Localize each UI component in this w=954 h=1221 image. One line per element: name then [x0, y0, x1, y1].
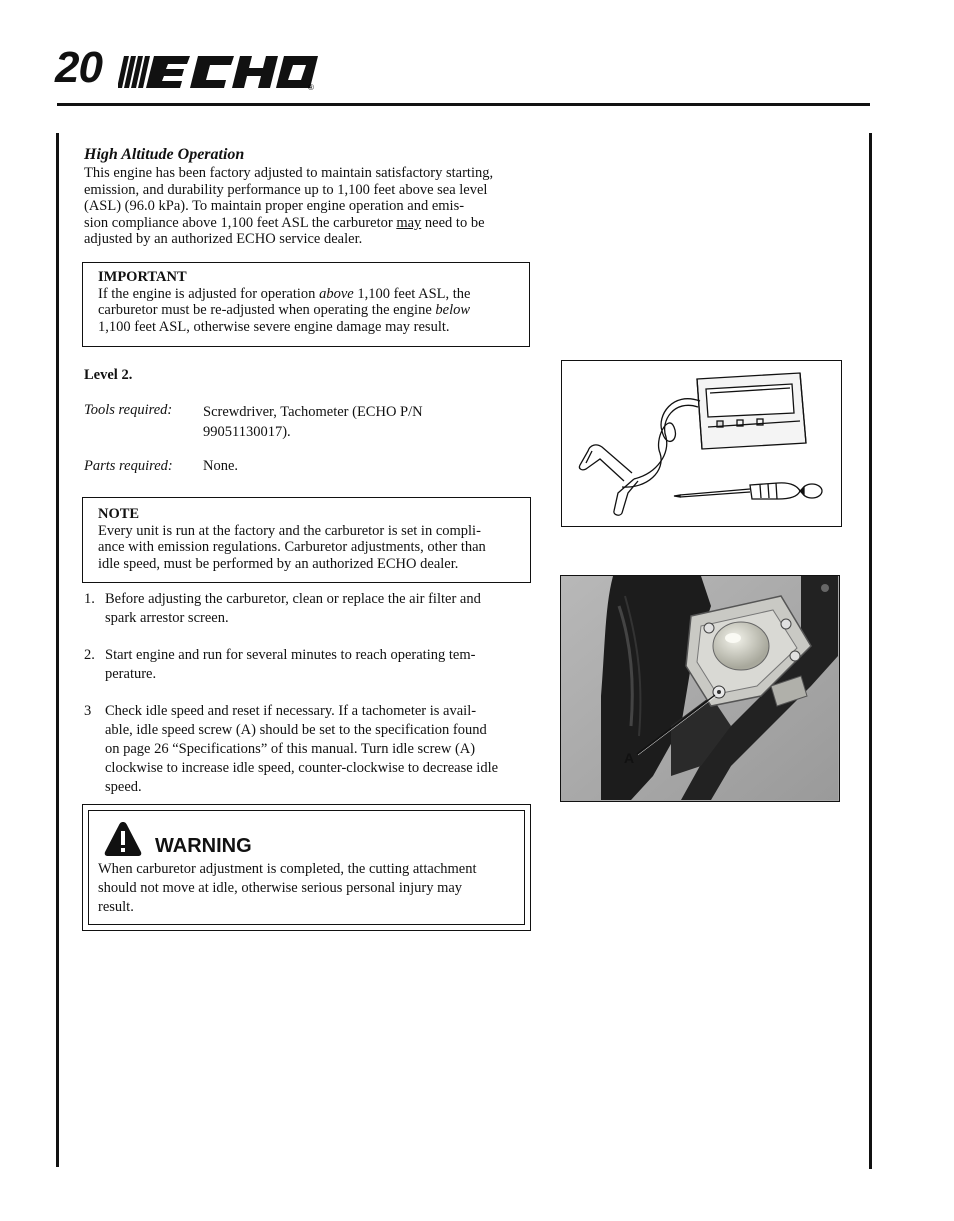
- important-line: carburetor must be re-adjusted when operating the engine below: [98, 302, 471, 319]
- right-margin-rule: [869, 133, 872, 1169]
- carburetor-photo-drawing: [561, 576, 838, 800]
- tools-label: Tools required:: [84, 402, 173, 418]
- carburetor-photo: [560, 575, 840, 802]
- echo-logo: [118, 48, 318, 90]
- tachometer-screwdriver-drawing: [562, 361, 840, 525]
- important-heading: IMPORTANT: [98, 269, 187, 285]
- intro-line: This engine has been factory adjusted to maintain satisfactory starting,: [84, 165, 494, 181]
- parts-label: Parts required:: [84, 458, 173, 474]
- page-number: 20: [55, 43, 102, 92]
- intro-line: emission, and durability performance up to 1,100 feet above sea level: [84, 181, 488, 198]
- note-line: Every unit is run at the factory and the carburetor is set in compli-: [98, 522, 481, 539]
- parts-value: None.: [203, 458, 239, 474]
- left-margin-rule: [56, 133, 59, 1167]
- warning-title: WARNING: [155, 835, 252, 857]
- tools-illustration: [561, 360, 842, 527]
- important-line: If the engine is adjusted for operation above 1,100 feet ASL, the: [98, 285, 471, 302]
- section-title: High Altitude Operation: [84, 146, 245, 163]
- registered-mark: ®: [308, 83, 314, 90]
- note-line: ance with emission regulations. Carburetor adjustments, other than: [98, 539, 486, 556]
- step-number: 3: [84, 703, 92, 719]
- important-line: 1,100 feet ASL, otherwise severe engine damage may result.: [98, 318, 450, 335]
- intro-line: adjusted by an authorized ECHO service dealer.: [84, 231, 363, 248]
- intro-line: sion compliance above 1,100 feet ASL the carburetor may need to be: [84, 214, 485, 231]
- step-number: 2.: [84, 647, 95, 663]
- intro-line: (ASL) (96.0 kPa). To maintain proper engine operation and emis-: [84, 198, 465, 215]
- callout-a: A: [624, 750, 635, 766]
- step-number: 1.: [84, 591, 95, 607]
- warning-text: When carburetor adjustment is completed, the cutting attachment should not move at idle, otherwise serious personal injury may result.: [98, 861, 477, 915]
- header-rule: [57, 103, 870, 106]
- important-box: [82, 262, 530, 347]
- warning-triangle-icon: [104, 821, 142, 857]
- tools-value: Screwdriver, Tachometer (ECHO P/N 99051130017).: [203, 404, 423, 440]
- note-heading: NOTE: [98, 506, 140, 522]
- level-label: Level 2.: [84, 367, 133, 383]
- note-box: [82, 497, 531, 583]
- intro-paragraph: [84, 165, 534, 248]
- note-line: idle speed, must be performed by an authorized ECHO dealer.: [98, 555, 459, 572]
- emphasis-may: may: [396, 214, 422, 231]
